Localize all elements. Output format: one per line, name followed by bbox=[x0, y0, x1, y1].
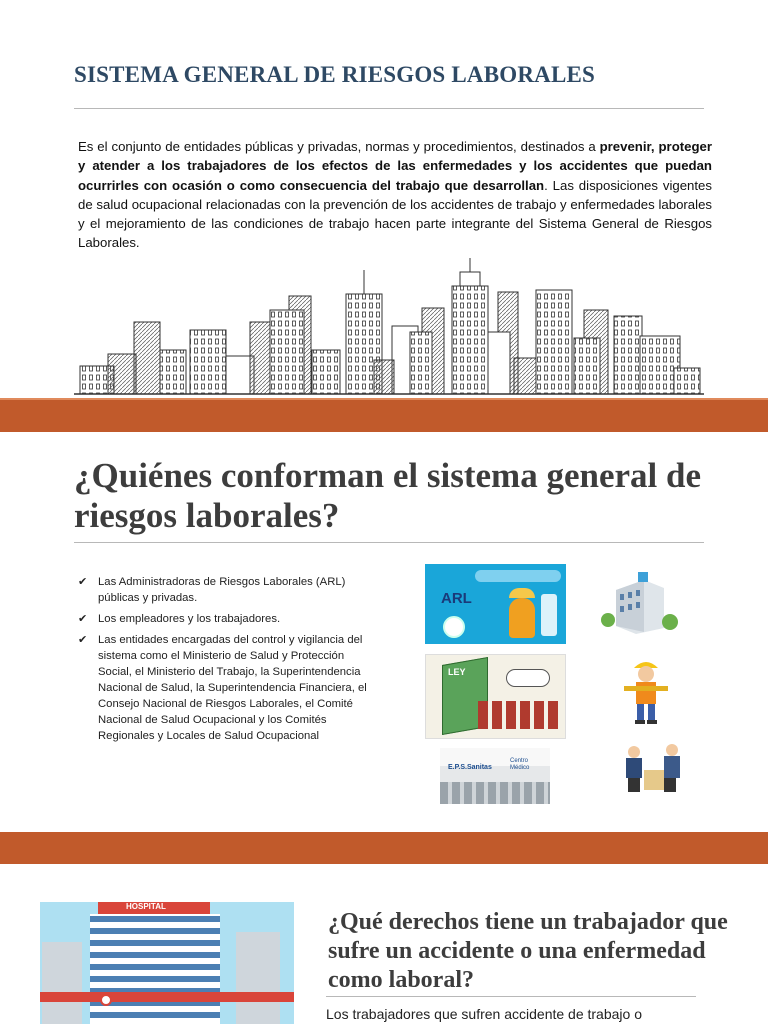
law-label: LEY bbox=[448, 667, 466, 677]
section2-heading: ¿Quiénes conforman el sistema general de riesgos laborales? bbox=[74, 456, 701, 535]
eps-facade bbox=[440, 782, 550, 804]
hospital-awning bbox=[40, 992, 294, 1002]
page-title: SISTEMA GENERAL DE RIESGOS LABORALES bbox=[74, 62, 596, 87]
city-skyline-illustration bbox=[74, 256, 704, 398]
eps-label: E.P.S.Sanitas bbox=[448, 764, 492, 771]
check-icon: ✔ bbox=[78, 634, 88, 646]
clock-icon bbox=[443, 616, 465, 638]
list-item-text: Las entidades encargadas del control y vigilancia del sistema como el Ministerio de Salud y Protección Social, el Ministerio del Trabajo, la Superintendencia Nacional de Salud, la Superintendencia Financiera, el Consejo Nacional de Riesgos Laborales, el Comité Nacional de Salud Ocupacional y los Comités Regionales y Locales de Salud Ocupacional bbox=[98, 634, 367, 742]
hospital-building bbox=[90, 914, 220, 1024]
hard-hat-icon bbox=[509, 588, 535, 598]
intro-text-end: . Las disposiciones vigentes de salud ocupacional relacionadas con la prevención de los accidentes de trabajo y enfermedades laborales y el mejoramiento de las condiciones de trabajo hacen parte integrante del Sistema General de Riesgos Laborales. bbox=[78, 177, 712, 251]
intro-paragraph bbox=[78, 137, 712, 253]
check-icon: ✔ bbox=[78, 613, 88, 625]
worker-figure-icon bbox=[509, 598, 535, 638]
section3-divider bbox=[326, 996, 696, 997]
section2-divider bbox=[74, 542, 704, 543]
cloud-icons bbox=[475, 570, 561, 582]
law-cartoon-image bbox=[425, 654, 566, 739]
workers-line-icon bbox=[478, 701, 562, 729]
safety-gear-icon bbox=[541, 594, 557, 636]
red-cross-icon bbox=[100, 994, 112, 1006]
eps-sublabel: Centro Médico bbox=[510, 758, 530, 771]
title-divider bbox=[74, 108, 704, 109]
eps-building-image bbox=[440, 748, 550, 804]
arl-label: ARL bbox=[441, 590, 472, 607]
construction-worker-icon bbox=[622, 656, 670, 726]
section3-heading: ¿Qué derechos tiene un trabajador que sufre un accidente o una enfermedad como laboral? bbox=[328, 909, 728, 993]
meeting-people-icon bbox=[618, 734, 688, 806]
list-item bbox=[78, 632, 378, 744]
arl-image bbox=[425, 564, 566, 644]
check-icon: ✔ bbox=[78, 576, 88, 588]
hospital-image bbox=[40, 902, 294, 1024]
intro-text-bold: prevenir, proteger y atender a los trabajadores de los efectos de las enfermedades y los accidentes que puedan ocurrirles con ocasión o como consecuencia del trabajo que desarrollan bbox=[78, 139, 712, 193]
side-building-right bbox=[236, 932, 280, 1024]
hospital-label: HOSPITAL bbox=[126, 902, 166, 911]
list-item bbox=[78, 611, 378, 627]
speech-bubble-icon bbox=[506, 669, 550, 687]
section-divider-band-2 bbox=[0, 832, 768, 864]
intro-text-start: Es el conjunto de entidades públicas y privadas, normas y procedimientos, destinados a bbox=[78, 139, 600, 154]
section3-paragraph: Los trabajadores que sufren accidente de trabajo o bbox=[326, 1006, 642, 1022]
side-building bbox=[42, 942, 82, 1024]
list-item-text: Los empleadores y los trabajadores. bbox=[98, 613, 281, 625]
list-item-text: Las Administradoras de Riesgos Laborales (ARL) públicas y privadas. bbox=[98, 576, 346, 604]
section-divider-band bbox=[0, 400, 768, 432]
building-icon bbox=[598, 570, 682, 636]
members-list bbox=[78, 574, 378, 749]
list-item bbox=[78, 574, 378, 606]
